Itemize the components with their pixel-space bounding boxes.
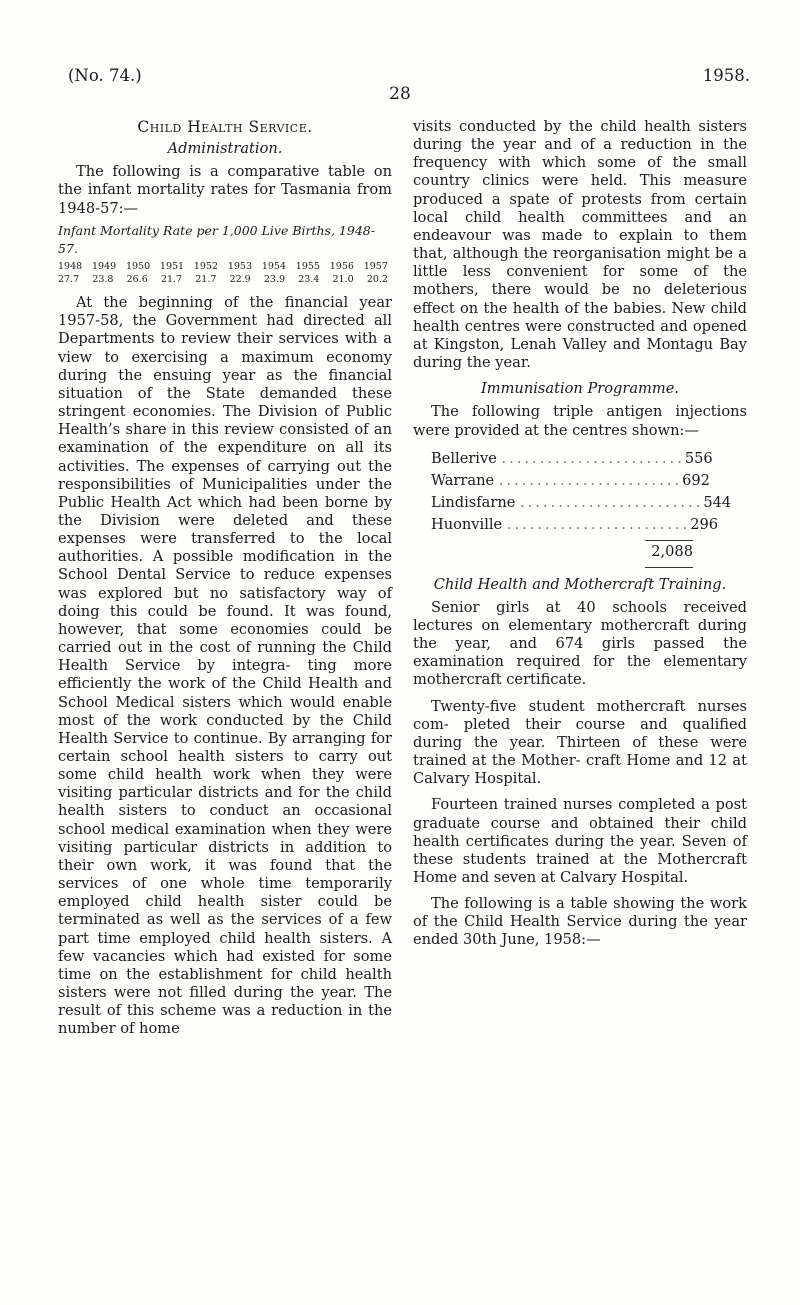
mothercraft-paragraph-4: The following is a table showing the work of the Child Health Service during the year ended 30th June, 1958:— — [413, 895, 747, 949]
table-row: Lindisfarne ........................ 544 — [431, 492, 693, 514]
year-cell: 1950 — [125, 261, 151, 273]
mortality-rates-row — [58, 273, 392, 286]
rate-cell: 20.2 — [366, 274, 388, 286]
intro-paragraph: The following is a comparative table on the infant mortality rates for Tasmania from 1948-57:— — [58, 163, 392, 217]
mortality-table-caption: Infant Mortality Rate per 1,000 Live Births, 1948-57. — [58, 222, 375, 256]
section-title: Child Health Service. — [137, 118, 313, 136]
centre-name: Warrane — [431, 471, 495, 489]
year-cell: 1955 — [295, 261, 320, 273]
document-year: 1958. — [702, 66, 750, 85]
page-number: 28 — [389, 84, 411, 104]
rate-cell: 23.8 — [92, 274, 114, 286]
rate-cell: 27.7 — [58, 274, 80, 286]
centre-value: 556 — [684, 449, 713, 467]
year-cell: 1957 — [363, 261, 388, 273]
mothercraft-paragraph-1: Senior girls at 40 schools received lectures on elementary mothercraft during the year, and 674 girls passed the examination required for the elementary mothercraft certificate. — [413, 598, 747, 689]
continuation-paragraph: visits conducted by the child health sisters during the year and of a reduction in the frequency with which some of the small country clinics were held. This measure produced a spate of protests from certain local child health committees and an endeavour was made to explain to them that, although the reorganisation might be a little less convenient for some of the mothers, there would be no deleterious effect on the health of the babies. New child health centres were constructed and opened at Kingston, Lenah Valley and Montagu Bay during the year. — [413, 118, 747, 372]
year-cell: 1956 — [329, 261, 354, 273]
year-cell: 1952 — [193, 261, 219, 273]
mothercraft-paragraph-3: Fourteen trained nurses completed a post graduate course and obtained their child health certificates during the year. Seven of these students trained at the Mothercraft Home and seven at Calvary Hospital. — [413, 796, 747, 886]
immunisation-table — [431, 448, 732, 568]
rate-cell: 22.9 — [229, 274, 251, 286]
centre-name: Bellerive — [431, 449, 497, 467]
total-row — [431, 541, 693, 563]
mothercraft-paragraph-2: Twenty-five student mothercraft nurses com- pleted their course and qualified during the year. Thirteen of these were trained at the Mother- craft Home and 12 at Calvary Hospital. — [413, 697, 747, 788]
table-row: Huonville ........................ 296 — [431, 514, 693, 536]
total-value: 2,088 — [651, 542, 693, 560]
year-cell: 1948 — [58, 261, 83, 273]
year-cell: 1954 — [261, 261, 286, 273]
administration-body: At the beginning of the financial year 1957-58, the Government had directed all Departments to review their services with a view to exercising a maximum economy during the ensuing year as the financial situation of the State demanded these stringent economies. The Division of Public Health’s share in this review consisted of an examination of the expenditure on all its activities. The expenses of carrying out the responsibilities of Municipalities under the Public Health Act which had been borne by the Division were deleted and these expenses were transferred to the local authorities. A possible modification in the School Dental Service to reduce expenses was explored but no satisfactory way of doing this could be found. It was found, however, that some economies could be carried out in the cost of running the Child Health Service by integra- ting more efficiently the work of the Child Health and School Medical sisters which would enable most of the work conducted by the Child Health Service to continue. By arranging for certain school health sisters to carry out some child health work when they were visiting particular districts and for the child health sisters to conduct an occasional school medical examination when they were visiting particular districts in addition to their own work, it was found that the services of one whole time temporarily employed child health sister could be terminated as well as the services of a few part time employed child health sisters. A few vacancies which had existed for some time on the establishment for child health sisters were not filled during the year. The result of this scheme was a reduction in the number of home — [58, 294, 392, 1038]
mortality-years-row — [58, 260, 392, 273]
rate-cell: 21.7 — [160, 274, 183, 286]
right-column — [413, 118, 747, 950]
centre-value: 544 — [703, 493, 732, 511]
table-row: Bellerive ........................ 556 — [431, 448, 693, 470]
centre-name: Lindisfarne — [431, 493, 516, 511]
rate-cell: 23.4 — [298, 274, 320, 286]
year-cell: 1951 — [159, 261, 185, 273]
year-cell: 1953 — [227, 261, 253, 273]
rate-cell: 21.7 — [195, 274, 217, 286]
rate-cell: 26.6 — [126, 274, 148, 286]
centre-value: 692 — [682, 471, 710, 489]
subheading-mothercraft: Child Health and Mothercraft Training. — [433, 575, 727, 593]
centre-name: Huonville — [431, 515, 503, 533]
immunisation-intro: The following triple antigen injections were provided at the centres shown:— — [413, 403, 747, 439]
rate-cell: 23.9 — [263, 274, 286, 286]
rate-cell: 21.0 — [332, 274, 354, 286]
subheading-immunisation: Immunisation Programme. — [480, 380, 679, 398]
year-cell: 1949 — [91, 261, 117, 273]
centre-value: 296 — [690, 515, 719, 533]
table-row: Warrane ........................ 692 — [431, 470, 693, 492]
document-number: (No. 74.) — [68, 66, 142, 85]
subheading-administration: Administration. — [167, 140, 283, 158]
left-column — [58, 118, 392, 1039]
